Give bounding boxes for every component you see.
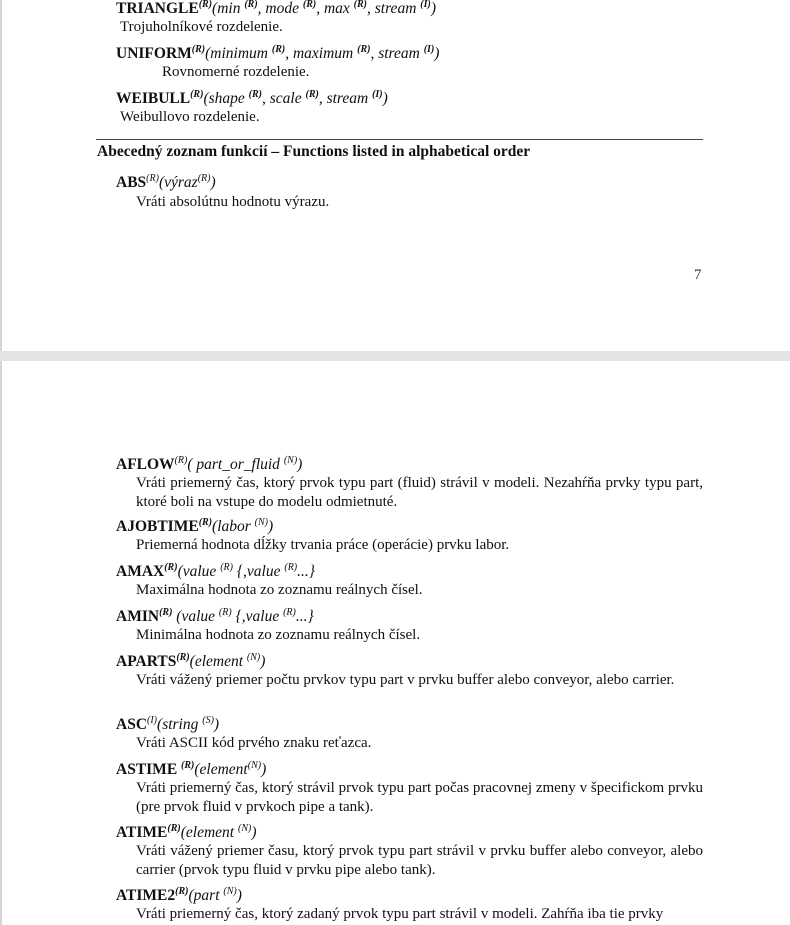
function-args: (labor $^{(N)}$) bbox=[212, 517, 274, 535]
function-name: ABS bbox=[116, 174, 147, 191]
function-args: (element $^{(N)}$) bbox=[180, 823, 257, 841]
function-name: AFLOW bbox=[116, 456, 175, 473]
function-header-atime bbox=[116, 824, 257, 842]
function-header-weibull bbox=[116, 90, 388, 108]
function-description: Priemerná hodnota dĺžky trvania práce (operácie) prvku labor. bbox=[136, 537, 510, 553]
function-name: ASC bbox=[116, 716, 148, 733]
function-args: (shape $^{(R)}$, scale $^{(R)}$, stream $^{(I)}$) bbox=[203, 89, 388, 107]
function-name: APARTS bbox=[116, 653, 177, 670]
function-description: Vráti vážený priemer času, ktorý prvok typu part strávil v prvku buffer alebo conveyor, alebo carrier (prvok typu fluid v prvku pipe alebo tank). bbox=[136, 843, 703, 878]
function-header-amin bbox=[116, 608, 314, 626]
function-header-aflow bbox=[116, 456, 302, 474]
function-description: Vráti ASCII kód prvého znaku reťazca. bbox=[136, 735, 372, 751]
function-description: Vráti priemerný čas, ktorý strávil prvok typu part počas pracovnej zmeny v špecifickom prvku (pre prvok fluid v prvkoch pipe a tank). bbox=[136, 780, 703, 815]
return-type: (R) bbox=[198, 517, 213, 528]
function-description: Vráti vážený priemer počtu prvkov typu part v prvku buffer alebo conveyor, alebo carrier. bbox=[136, 672, 675, 688]
function-description: Maximálna hodnota zo zoznamu reálnych čísel. bbox=[136, 582, 423, 598]
function-name: ASTIME bbox=[116, 761, 182, 778]
function-description: Trojuholníkové rozdelenie. bbox=[120, 19, 283, 35]
function-args: (element $^{(N)}$) bbox=[189, 652, 266, 670]
function-name: AMIN bbox=[116, 608, 160, 625]
function-args: ( part_or_fluid $^{(N)}$) bbox=[187, 455, 303, 473]
return-type: (R) bbox=[198, 0, 213, 10]
return-type: (R) bbox=[159, 607, 173, 618]
function-args: (element$^{(N)}$) bbox=[194, 760, 267, 778]
function-header-abs bbox=[116, 174, 216, 192]
function-name: WEIBULL bbox=[116, 90, 191, 107]
function-header-uniform bbox=[116, 45, 439, 63]
return-type: (R) bbox=[167, 823, 181, 834]
function-name: AJOBTIME bbox=[116, 518, 199, 535]
page-number: 7 bbox=[694, 267, 702, 283]
function-name: ATIME bbox=[116, 824, 168, 841]
function-header-asc bbox=[116, 716, 219, 734]
function-header-triangle bbox=[116, 0, 436, 18]
function-args: (string $^{(S)}$) bbox=[157, 715, 220, 733]
function-header-atime2 bbox=[116, 887, 242, 905]
function-args: (value $^{(R)}$ {,value $^{(R)}$...} bbox=[172, 607, 314, 625]
function-args: (value $^{(R)}$ {,value $^{(R)}$...} bbox=[177, 562, 315, 580]
return-type: (R) bbox=[174, 455, 188, 466]
return-type: (R) bbox=[190, 89, 204, 100]
function-name: UNIFORM bbox=[116, 45, 192, 62]
function-description: Rovnomerné rozdelenie. bbox=[162, 64, 310, 80]
function-description: Weibullovo rozdelenie. bbox=[120, 109, 260, 125]
function-args: (part $^{(N)}$) bbox=[188, 886, 242, 904]
function-header-astime bbox=[116, 761, 266, 779]
function-header-amax bbox=[116, 563, 315, 581]
return-type: (R) bbox=[176, 652, 190, 663]
return-type: (R) bbox=[191, 44, 206, 55]
function-description: Vráti priemerný čas, ktorý prvok typu part (fluid) strávil v modeli. Nezahŕňa prvky typu part, ktoré boli na vstupe do modelu odmietnuté. bbox=[136, 475, 703, 510]
return-type: (R) bbox=[175, 886, 189, 897]
return-type: (R) bbox=[181, 760, 195, 771]
document-page-8 bbox=[0, 361, 790, 925]
function-description: Vráti priemerný čas, ktorý zadaný prvok typu part strávil v modeli. Zahŕňa iba tie prvky bbox=[136, 906, 664, 922]
return-type: (I) bbox=[147, 715, 158, 726]
function-header-ajobtime bbox=[116, 518, 273, 536]
function-header-aparts bbox=[116, 653, 265, 671]
function-name: AMAX bbox=[116, 563, 165, 580]
document-page-7 bbox=[0, 0, 790, 351]
function-args: (minimum $^{(R)}$, maximum $^{(R)}$, stream $^{(I)}$) bbox=[205, 44, 440, 62]
function-description: Minimálna hodnota zo zoznamu reálnych čísel. bbox=[136, 627, 421, 643]
function-name: TRIANGLE bbox=[116, 0, 199, 17]
function-description: Vráti absolútnu hodnotu výrazu. bbox=[136, 194, 330, 210]
section-divider bbox=[96, 139, 703, 140]
section-title: Abecedný zoznam funkcií – Functions listed in alphabetical order bbox=[97, 143, 531, 160]
function-name: ATIME2 bbox=[116, 887, 176, 904]
return-type: (R) bbox=[146, 173, 159, 184]
return-type: (R) bbox=[164, 562, 178, 573]
function-args: (min $^{(R)}$, mode $^{(R)}$, max $^{(R)}$, stream $^{(I)}$) bbox=[212, 0, 436, 17]
function-args: (výraz$^{(R)}$) bbox=[158, 173, 216, 191]
